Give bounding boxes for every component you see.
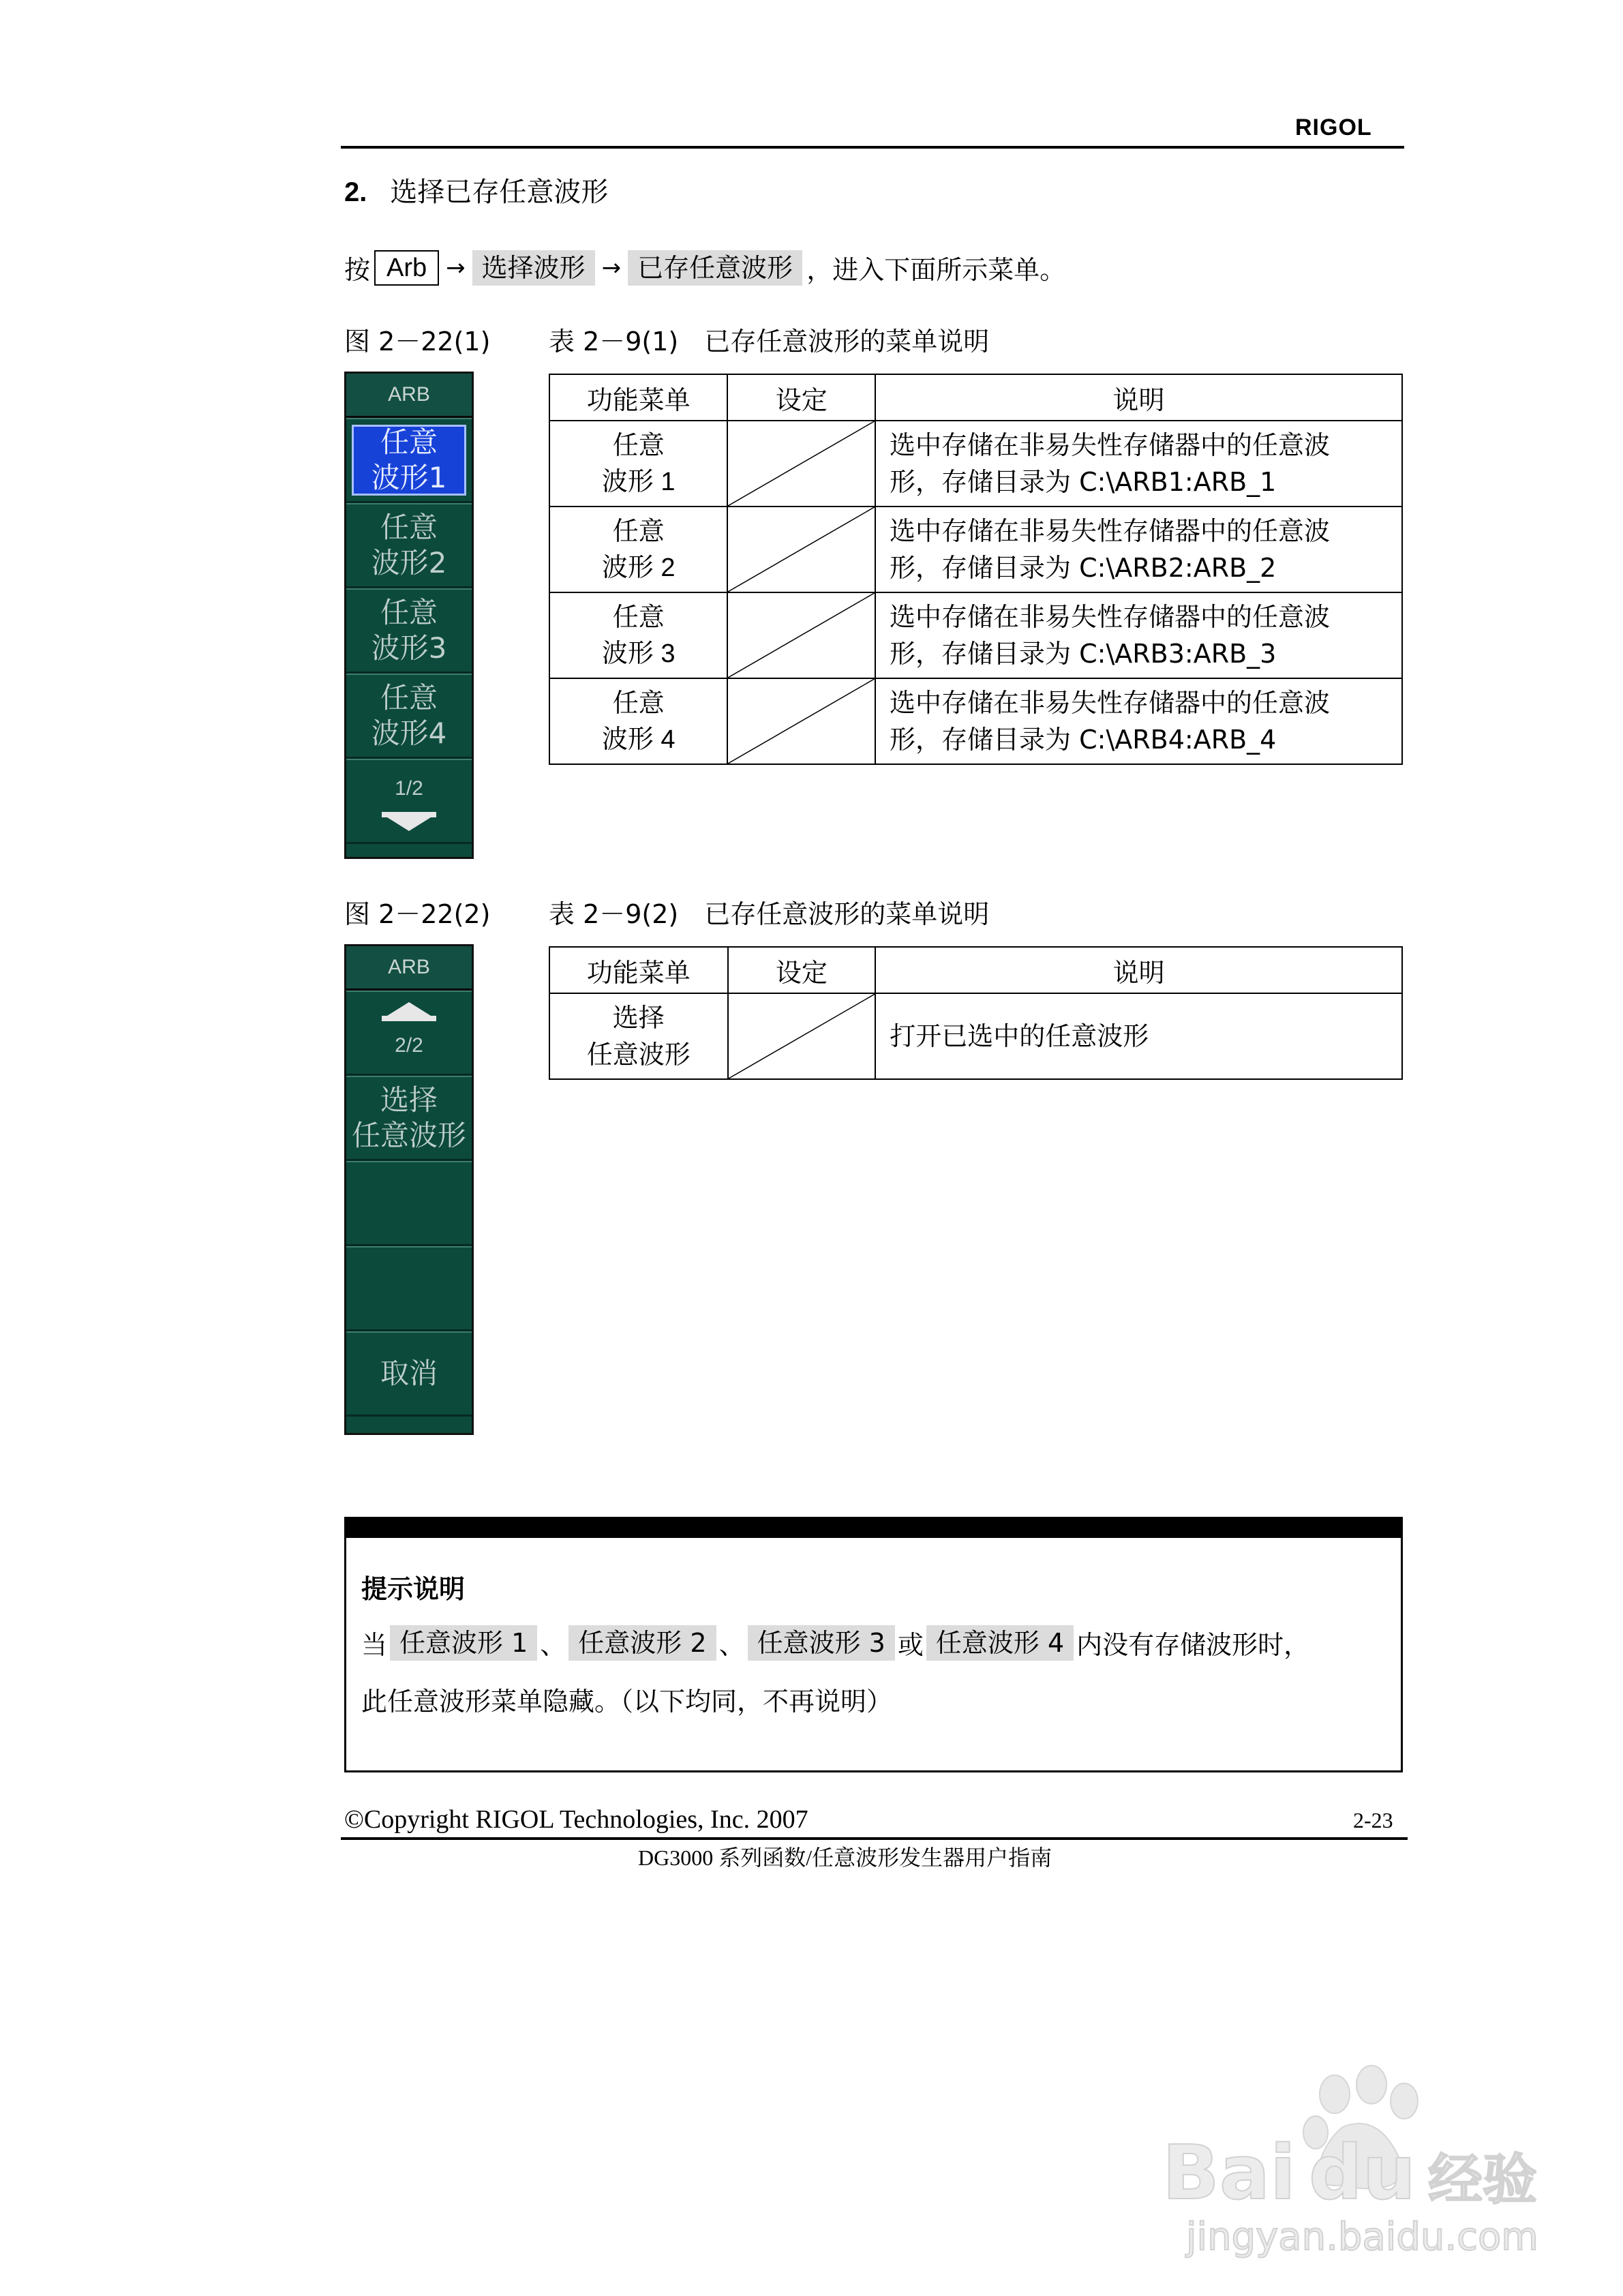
section-title-text: 选择已存任意波形 — [390, 177, 609, 208]
menu-item-select-arb[interactable] — [346, 1076, 472, 1161]
fn-label: 波形 3 — [601, 639, 676, 668]
menu-item-empty — [346, 1246, 472, 1331]
table-header: 说明 — [875, 374, 1402, 421]
section-title — [344, 170, 608, 209]
table2 — [549, 946, 1403, 1080]
tip-box-topbar — [346, 1519, 1401, 1538]
page-indicator: 2/2 — [395, 1034, 423, 1057]
tip-text: 当 — [361, 1630, 388, 1660]
up-arrow-icon — [387, 1002, 431, 1016]
down-arrow-icon — [382, 812, 436, 817]
watermark-url: jingyan.baidu.com — [1186, 2215, 1538, 2259]
menu-title: ARB — [346, 374, 472, 418]
desc-text: 选中存储在非易失性存储器中的任意波 — [890, 602, 1331, 632]
arrow-icon: → — [601, 254, 622, 282]
fn-label: 任意 — [612, 516, 665, 546]
baidu-watermark-logo — [1159, 2045, 1541, 2263]
menu-item-empty — [346, 1161, 472, 1246]
table-row — [549, 421, 1402, 507]
setting-cell — [727, 507, 875, 592]
arb-menu-page1 — [344, 372, 474, 859]
table-row — [549, 993, 1402, 1079]
tip-text: 或 — [897, 1630, 924, 1660]
fn-label: 选择 — [612, 1003, 665, 1033]
footer-rule — [341, 1837, 1408, 1840]
figure2-label: 图 2－22(2) — [344, 899, 491, 929]
footer-subtitle: DG3000 系列函数/任意波形发生器用户指南 — [638, 1845, 1052, 1870]
menu-page-prev[interactable] — [346, 991, 472, 1076]
menu-item-label: 任意 — [380, 511, 438, 544]
header-rule — [341, 146, 1404, 149]
menu-item-arb3[interactable] — [346, 588, 472, 674]
instruction-suffix: ，进入下面所示菜单。 — [806, 255, 1066, 285]
diagonal-line — [728, 421, 875, 506]
copyright: ©Copyright RIGOL Technologies, Inc. 2007 — [344, 1805, 808, 1834]
figure1-label: 图 2－22(1) — [344, 327, 491, 357]
tip-line-2: 此任意波形菜单隐藏。（以下均同，不再说明） — [361, 1687, 893, 1717]
menu-item-label: 任意波形 — [351, 1119, 466, 1152]
page-indicator: 1/2 — [395, 777, 423, 800]
fn-label: 任意 — [612, 602, 665, 632]
fn-label: 波形 4 — [601, 725, 676, 754]
diagonal-line — [728, 679, 875, 764]
desc-text: 形，存储目录为 C:\ARB4:ARB_4 — [890, 725, 1277, 755]
fn-label: 任意 — [612, 688, 665, 718]
menu-item-label: 任意 — [380, 681, 438, 714]
down-arrow-icon — [387, 817, 431, 831]
desc-text: 形，存储目录为 C:\ARB2:ARB_2 — [890, 553, 1277, 583]
setting-cell — [727, 421, 875, 507]
arb4-softkey: 任意波形 4 — [926, 1625, 1074, 1661]
instruction-prefix: 按 — [344, 255, 371, 285]
desc-text: 形，存储目录为 C:\ARB3:ARB_3 — [890, 639, 1277, 669]
diagonal-line — [729, 994, 875, 1078]
menu-item-label: 波形1 — [371, 461, 447, 494]
desc-text: 选中存储在非易失性存储器中的任意波 — [890, 516, 1331, 546]
menu-page-next[interactable] — [346, 759, 472, 844]
watermark-cn: 经验 — [1428, 2148, 1537, 2211]
tip-text: 、 — [540, 1630, 566, 1660]
setting-cell — [727, 592, 875, 678]
menu-item-label: 选择 — [380, 1083, 438, 1117]
table2-caption: 表 2－9(2) 已存任意波形的菜单说明 — [549, 899, 990, 929]
diagonal-line — [728, 593, 875, 678]
section-number: 2. — [344, 177, 367, 207]
table-header: 功能菜单 — [549, 947, 728, 993]
arb3-softkey: 任意波形 3 — [748, 1625, 895, 1661]
fn-label: 任意波形 — [586, 1040, 691, 1070]
select-waveform-softkey: 选择波形 — [472, 250, 595, 286]
menu-item-label: 取消 — [380, 1357, 438, 1390]
desc-text: 形，存储目录为 C:\ARB1:ARB_1 — [890, 467, 1277, 497]
menu-item-arb4[interactable] — [346, 674, 472, 759]
menu-item-arb1[interactable] — [346, 418, 472, 503]
arb2-softkey: 任意波形 2 — [568, 1625, 716, 1661]
table1-caption: 表 2－9(1) 已存任意波形的菜单说明 — [549, 327, 990, 357]
table-header: 说明 — [875, 947, 1402, 993]
desc-text: 打开已选中的任意波形 — [875, 993, 1402, 1079]
table-row — [549, 507, 1402, 592]
menu-item-arb2[interactable] — [346, 503, 472, 588]
fn-label: 任意 — [612, 430, 665, 460]
tip-line-1 — [361, 1624, 1309, 1661]
watermark-brand: Bai — [1162, 2129, 1296, 2216]
up-arrow-icon — [382, 1016, 436, 1021]
table-header: 设定 — [727, 374, 875, 421]
arb-menu-page2 — [344, 944, 474, 1435]
instruction-line — [344, 249, 1065, 286]
desc-text: 选中存储在非易失性存储器中的任意波 — [890, 430, 1331, 460]
setting-cell — [728, 993, 876, 1079]
diagonal-line — [728, 507, 875, 592]
tip-text: 内没有存储波形时， — [1076, 1630, 1310, 1660]
tip-text: 、 — [718, 1630, 745, 1660]
page-number: 2-23 — [1353, 1808, 1393, 1832]
setting-cell — [727, 678, 875, 764]
arrow-icon: → — [446, 254, 466, 282]
table-header: 设定 — [728, 947, 876, 993]
tip-title: 提示说明 — [361, 1574, 466, 1604]
menu-item-label: 任意 — [380, 425, 438, 459]
stored-arb-softkey: 已存任意波形 — [628, 250, 802, 286]
menu-item-cancel[interactable] — [346, 1331, 472, 1417]
arb1-softkey: 任意波形 1 — [390, 1625, 537, 1661]
table-header: 功能菜单 — [549, 374, 727, 421]
watermark-brand2: du — [1309, 2129, 1416, 2216]
table-row — [549, 678, 1402, 764]
fn-label: 波形 2 — [601, 554, 676, 582]
menu-item-label: 波形2 — [371, 546, 447, 579]
menu-item-label: 波形4 — [371, 716, 447, 750]
arb-key: Arb — [374, 250, 439, 286]
menu-title: ARB — [346, 946, 472, 991]
desc-text: 选中存储在非易失性存储器中的任意波 — [890, 688, 1331, 718]
brand-logo-text: RIGOL — [1295, 115, 1372, 140]
menu-item-label: 任意 — [380, 596, 438, 629]
fn-label: 波形 1 — [601, 468, 676, 496]
table-row — [549, 592, 1402, 678]
menu-item-label: 波形3 — [371, 631, 447, 665]
table1 — [549, 374, 1403, 765]
